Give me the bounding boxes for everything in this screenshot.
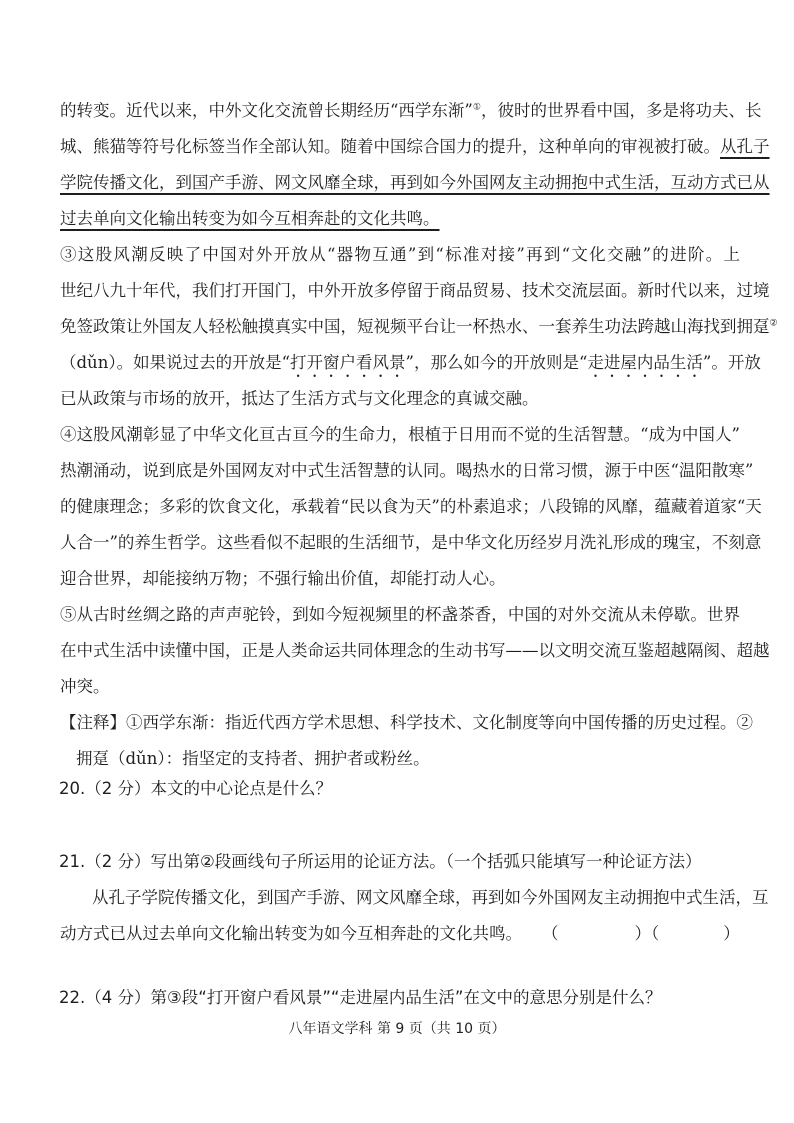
p3-line-5: 已从政策与市场的放开，抵达了生活方式与文化理念的真诚交融。 [60,389,539,408]
p3-line-4: （dǔn）。如果说过去的开放是“打开窗户看风景”，那么如今的开放则是“走进屋内品生活”。开放 [60,353,761,372]
annotation-line-2: 拥趸（dǔn）：指坚定的支持者、拥护者或粉丝。 [76,749,430,768]
p5-line-3: 冲突。 [60,677,110,696]
footnote-ref-2: ② [769,318,778,329]
answer-blank-close: ） [723,924,740,943]
p3-line-1: ③这股风潮反映了中国对外开放从“器物互通”到“标准对接”再到“文化交融”的进阶。上 [60,245,740,264]
question-21-quote-line-1: 从孔子学院传播文化，到国产手游、网文风靡全球，再到如今外国网友主动拥抱中式生活，互 [92,888,769,907]
question-22: 22.（4 分）第③段“打开窗户看风景”“走进屋内品生活”在文中的意思分别是什么？ [59,988,662,1007]
p4-line-4: 人合一”的养生哲学。这些看似不起眼的生活细节，是中华文化历经岁月洗礼形成的瑰宝，不刻意 [60,533,762,552]
question-21: 21.（2 分）写出第②段画线句子所运用的论证方法。（一个括弧只能填写一种论证方法） [59,852,702,871]
page-footer: 八年语文学科 第 9 页（共 10 页） [288,1021,506,1037]
dotted-phrase-2: 走进屋内品生活 [587,353,703,372]
answer-blank-divider: ）（ [634,924,660,943]
answer-blank-open: （ [542,924,559,943]
question-20: 20.（2 分）本文的中心论点是什么？ [59,779,332,798]
p2-line-3: 学院传播文化，到国产手游、网文风靡全球，再到如今外国网友主动拥抱中式生活，互动方式已从 [60,173,770,192]
p4-line-1: ④这股风潮彰显了中华文化亘古亘今的生命力，根植于日用而不觉的生活智慧。“成为中国人” [60,425,740,444]
p2-line-1: 的转变。近代以来，中外文化交流曾长期经历“西学东渐”①，彼时的世界看中国，多是将功夫、长 [60,101,762,120]
p2-line-2: 城、熊猫等符号化标签当作全部认知。随着中国综合国力的提升，这种单向的审视被打破。从孔子 [60,137,770,156]
footnote-ref-1: ① [472,102,481,113]
p3-line-2: 世纪八九十年代，我们打开国门，中外开放多停留于商品贸易、技术交流层面。新时代以来，过境 [60,281,770,300]
annotation-line-1: 【注释】①西学东渐：指近代西方学术思想、科学技术、文化制度等向中国传播的历史过程。② [60,713,753,732]
p5-line-1: ⑤从古时丝绸之路的声声驼铃，到如今短视频里的杯盏茶香，中国的对外交流从未停歇。世界 [60,605,740,624]
p4-line-5: 迎合世界，却能接纳万物；不强行输出价值，却能打动人心。 [60,569,506,588]
p2-line-4: 过去单向文化输出转变为如今互相奔赴的文化共鸣。 [60,209,440,228]
underlined-sentence-start: 从孔子 [720,137,770,156]
p5-line-2: 在中式生活中读懂中国，正是人类命运共同体理念的生动书写——以文明交流互鉴超越隔阂、超越 [60,641,770,660]
p3-line-3: 免签政策让外国友人轻松触摸真实中国，短视频平台让一杯热水、一套养生功法跨越山海找到拥趸② [60,317,778,336]
p4-line-2: 热潮涌动，说到底是外国网友对中式生活智慧的认同。喝热水的日常习惯，源于中医“温阳散寒” [60,461,754,480]
question-21-quote-line-2: 动方式已从过去单向文化输出转变为如今互相奔赴的文化共鸣。 （ ）（ ） [60,924,740,943]
p4-line-3: 的健康理念；多彩的饮食文化，承载着“民以食为天”的朴素追求；八段锦的风靡，蕴藏着道家“天 [60,497,762,516]
dotted-phrase-1: 打开窗户看风景 [290,353,406,372]
